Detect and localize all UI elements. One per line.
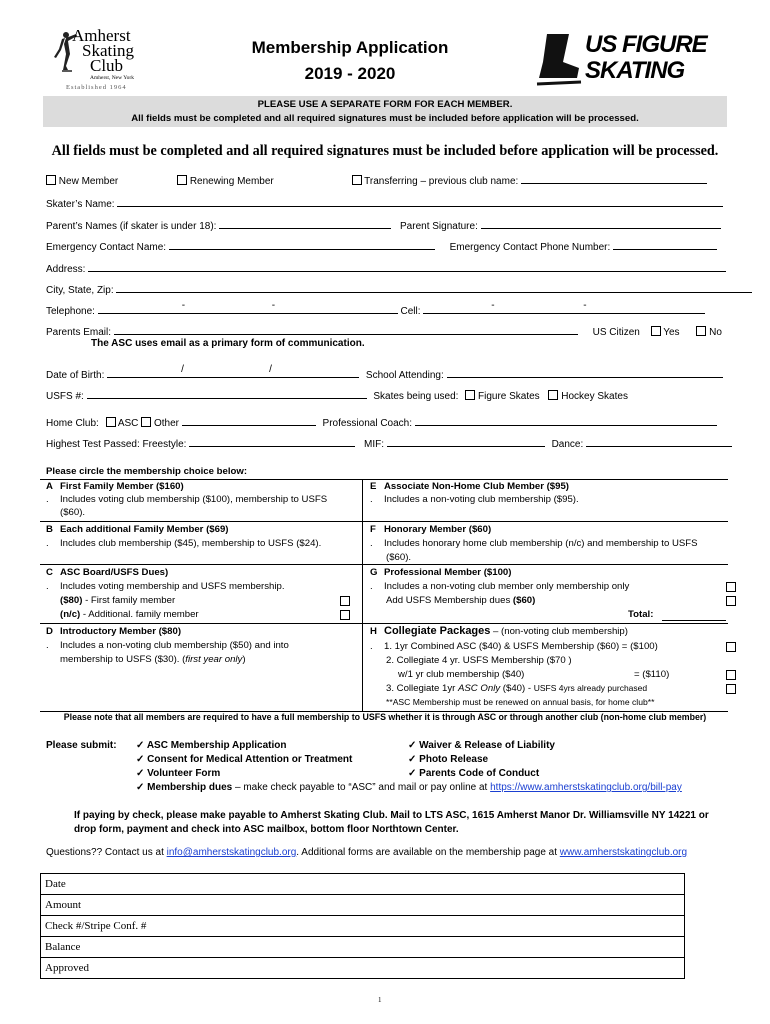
questions-line: Questions?? Contact us at info@amherstskatingclub.org. Additional forms are available on the membership page at www.amherstskatingclub.org [46,847,688,858]
dob-slash-1: / [181,364,184,375]
option-g-title[interactable]: G Professional Member ($100) [370,567,512,578]
address-label: Address: [46,264,86,275]
table-center-divider [362,479,363,711]
pro-coach-label: Professional Coach: [322,418,413,429]
transferring-checkbox[interactable] [352,175,362,185]
home-club-other-label: Other [153,418,179,429]
option-h-title[interactable]: H Collegiate Packages – (non-voting club membership) [370,625,628,637]
season: 2019 - 2020 [304,64,396,83]
cell-field[interactable] [423,302,705,314]
option-e-title[interactable]: E Associate Non-Home Club Member ($95) [370,481,569,492]
submit-item-application: ✓ ASC Membership Application [136,740,287,751]
submit-item-photo: ✓ Photo Release [408,754,489,765]
banner-line1: PLEASE USE A SEPARATE FORM FOR EACH MEMBER. [257,99,513,110]
row-ab-divider [40,521,362,522]
check-icon: ✓ [408,740,417,751]
page-number: 1 [378,996,382,1004]
dance-field[interactable] [586,435,732,447]
pro-coach-field[interactable] [415,414,717,426]
school-label: School Attending: [365,370,444,381]
home-club-asc-label: ASC [117,418,139,429]
usfs-logo-line2: SKATING [585,57,685,84]
cell-label: Cell: [400,306,421,317]
option-g-total-field[interactable] [662,609,726,621]
option-d-desc-2: membership to USFS ($30). (first year only) [60,654,246,665]
hockey-skates-label: Hockey Skates [561,391,628,402]
option-g-checkbox[interactable] [726,582,736,592]
telephone-label: Telephone: [46,306,95,317]
logo-location: Amherst, New York [90,75,134,81]
logo-skating: Skating [82,41,134,60]
parent-signature-field[interactable] [481,217,721,229]
option-h-opt2-checkbox[interactable] [726,670,736,680]
dob-field[interactable] [107,366,359,378]
address-field[interactable] [88,260,726,272]
option-g-usfs-checkbox[interactable] [726,596,736,606]
hockey-skates-checkbox[interactable] [548,390,558,400]
page-title: Membership Application [251,38,449,57]
option-h-opt3-checkbox[interactable] [726,684,736,694]
option-a-desc-2: ($60). [60,507,86,518]
parents-email-label: Parents Email: [46,327,112,338]
option-c-desc: . Includes voting membership and USFS membership. [46,581,285,592]
option-b-desc: . Includes club membership ($45), membership to USFS ($24). [46,538,322,549]
option-a-title[interactable]: A First Family Member ($160) [46,481,184,492]
option-c-first-family-checkbox[interactable] [340,596,350,606]
home-club-other-field[interactable] [182,414,316,426]
dob-label: Date of Birth: [46,370,105,381]
banner-line2: All fields must be completed and all required signatures must be included before application will be processed. [131,113,639,124]
check-icon: ✓ [408,754,417,765]
office-row-balance[interactable]: Balance [41,937,684,958]
banner [43,96,727,127]
option-a-desc: . Includes voting club membership ($100), membership to USFS [46,494,328,505]
dance-label: Dance: [551,439,584,450]
freestyle-field[interactable] [189,435,355,447]
usfs-logo [535,32,730,88]
check-info-line2: drop form, payment and check into ASC mailbox, bottom floor Northtown Center. [74,824,459,835]
option-f-desc-2: ($60). [386,552,412,563]
highest-test-label: Highest Test Passed: Freestyle: [46,439,187,450]
renewing-member-checkbox[interactable] [177,175,187,185]
full-membership-note: Please note that all members are required to have a full membership to USFS whether it is through ASC or through another club (non-home club member) [63,712,707,722]
check-icon: ✓ [136,782,145,793]
city-state-zip-field[interactable] [116,281,752,293]
home-club-other-checkbox[interactable] [141,417,151,427]
option-h-opt3: 3. Collegiate 1yr ASC Only ($40) - USFS 4yrs already purchased [386,683,648,694]
school-field[interactable] [447,366,723,378]
telephone-dash-2: - [271,300,276,311]
check-icon: ✓ [136,768,145,779]
submit-item-dues: ✓ Membership dues – make check payable to “ASC” and mail or pay online at https://www.amherstskatingclub.org/bill-pay [136,782,682,793]
city-state-zip-label: City, State, Zip: [46,285,114,296]
renewing-member-label: Renewing Member [189,176,274,187]
cell-dash-1: - [491,300,495,311]
office-row-approved[interactable]: Approved [45,962,89,974]
option-e-desc: . Includes a non-voting club membership ($95). [370,494,579,505]
usfs-number-label: USFS #: [46,391,84,402]
us-citizen-label: US Citizen [592,327,640,338]
row-cd-divider [40,623,362,624]
option-h-opt2b: w/1 yr club membership ($40) [398,669,525,680]
parent-signature-label: Parent Signature: [400,221,478,232]
us-citizen-yes-checkbox[interactable] [651,326,661,336]
cell-dash-2: - [583,300,587,311]
email-note: The ASC uses email as a primary form of communication. [91,338,365,349]
dob-slash-2: / [269,364,272,375]
logo-established: Established 1964 [66,84,127,91]
option-f-desc: . Includes honorary home club membership (n/c) and membership to USFS [370,538,698,549]
option-h-opt1-checkbox[interactable] [726,642,736,652]
club-logo [52,28,147,98]
usfs-number-field[interactable] [87,387,367,399]
option-g-total-label: Total: [628,609,654,620]
row-gh-divider [362,623,728,624]
figure-skates-checkbox[interactable] [465,390,475,400]
option-h-note: **ASC Membership must be renewed on annual basis, for home club** [386,697,655,707]
submit-item-waiver: ✓ Waiver & Release of Liability [408,740,555,751]
us-citizen-no-checkbox[interactable] [696,326,706,336]
home-club-asc-checkbox[interactable] [106,417,116,427]
big-notice: All fields must be completed and all required signatures must be included before application will be processed. [51,143,719,159]
option-c-title[interactable]: C ASC Board/USFS Dues) [46,567,169,578]
figure-skates-label: Figure Skates [477,391,540,402]
option-g-desc-2: Add USFS Membership dues ($60) [386,595,536,606]
office-row-date[interactable]: Date [41,874,684,895]
option-f-title[interactable]: F Honorary Member ($60) [370,524,492,535]
office-row-amount[interactable]: Amount [41,895,684,916]
option-g-desc: . Includes a non-voting club member only membership only [370,581,630,592]
logo-club: Club [90,56,124,75]
office-use-box [40,873,685,979]
website-link[interactable]: www.amherstskatingclub.org [559,847,688,858]
submit-label: Please submit: [46,740,117,751]
row-bc-divider [40,564,362,565]
submit-item-volunteer: ✓ Volunteer Form [136,768,221,779]
skates-used-label: Skates being used: [373,391,459,402]
option-c-first-family: ($80) - First family member [60,595,176,606]
option-h-opt1: . 1. 1yr Combined ASC ($40) & USFS Membership ($60) = ($100) [370,641,658,652]
skater-name-field[interactable] [117,195,723,207]
bill-pay-link[interactable]: https://www.amherstskatingclub.org/bill-pay [490,782,682,793]
office-row-check[interactable]: Check #/Stripe Conf. # [41,916,684,937]
telephone-field[interactable] [98,302,398,314]
option-c-additional: (n/c) - Additional. family member [60,609,199,620]
check-info-line1: If paying by check, please make payable to Amherst Skating Club. Mail to LTS ASC, 1615 Amherst Manor Dr. Williamsville NY 14221 or [74,810,709,821]
new-member-label: New Member [58,176,119,187]
contact-email-link[interactable]: info@amherstskatingclub.org [166,847,297,858]
row-fg-divider [362,564,728,565]
mif-label: MIF: [364,439,384,450]
option-d-title[interactable]: D Introductory Member ($80) [46,626,182,637]
option-h-opt2: 2. Collegiate 4 yr. USFS Membership ($70 ) [386,655,572,666]
telephone-dash-1: - [181,300,186,311]
emergency-phone-field[interactable] [613,238,717,250]
row-ef-divider [362,521,728,522]
parent-names-label: Parent’s Names (if skater is under 18): [46,221,217,232]
option-c-additional-checkbox[interactable] [340,610,350,620]
mif-field[interactable] [387,435,545,447]
check-icon: ✓ [136,740,145,751]
us-citizen-no-label: No [709,327,722,338]
option-h-opt2b-amount: = ($110) [634,669,670,680]
home-club-label: Home Club: [46,418,99,429]
parents-email-field[interactable] [114,323,578,335]
previous-club-field[interactable] [521,172,707,184]
emergency-name-label: Emergency Contact Name: [46,242,167,253]
usfs-logo-line1: US FIGURE [585,31,707,58]
emergency-name-field[interactable] [169,238,435,250]
logo-amherst: Amherst [72,26,131,45]
option-d-desc: . Includes a non-voting club membership ($50) and into [46,640,289,651]
new-member-checkbox[interactable] [46,175,56,185]
skater-name-label: Skater’s Name: [46,199,115,210]
submit-item-consent: ✓ Consent for Medical Attention or Treatment [136,754,353,765]
us-citizen-yes-label: Yes [663,327,680,338]
check-icon: ✓ [408,768,417,779]
parent-names-field[interactable] [219,217,391,229]
membership-heading: Please circle the membership choice below: [46,466,248,477]
skate-icon [535,32,585,88]
submit-item-conduct: ✓ Parents Code of Conduct [408,768,540,779]
option-b-title[interactable]: B Each additional Family Member ($69) [46,524,229,535]
emergency-phone-label: Emergency Contact Phone Number: [449,242,611,253]
transferring-label: Transferring – previous club name: [364,176,519,187]
check-icon: ✓ [136,754,145,765]
